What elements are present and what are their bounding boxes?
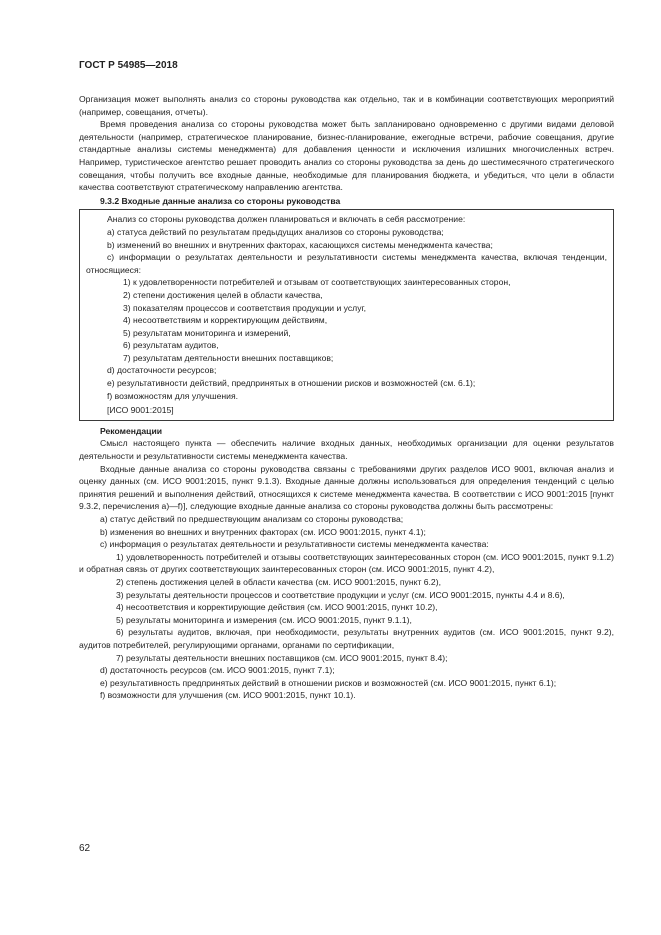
quote-item-a: a) статуса действий по результатам предыдущих анализов со стороны руководства; <box>107 226 444 237</box>
quote-lead: Анализ со стороны руководства должен планироваться и включать в себя рассмотрение: <box>107 214 466 225</box>
standard-quote-box <box>79 209 614 421</box>
rec-subitem-2: 2) степень достижения целей в области качества (см. ИСО 9001:2015, пункт 6.2), <box>116 576 441 587</box>
section-heading: 9.3.2 Входные данные анализа со стороны руководства <box>100 195 341 206</box>
quote-item-d: d) достаточности ресурсов; <box>107 365 217 376</box>
rec-item-e: e) результативность предпринятых действий в отношении рисков и возможностей (см. ИСО 9001:2015, пункт 6.1); <box>100 677 557 688</box>
rec-subitem-7: 7) результаты деятельности внешних поставщиков (см. ИСО 9001:2015, пункт 8.4); <box>116 652 448 663</box>
quote-item-f: f) возможностям для улучшения. <box>107 390 239 401</box>
quote-subitem-4: 4) несоответствиям и корректирующим действиям, <box>123 315 328 326</box>
document-body <box>79 93 614 702</box>
rec-item-a: a) статус действий по предшествующим анализам со стороны руководства; <box>100 514 404 524</box>
quote-subitem-3: 3) показателям процессов и соответствия продукции и услуг, <box>123 302 366 313</box>
rec-subitem-5: 5) результаты мониторинга и измерения (см. ИСО 9001:2015, пункт 9.1.1), <box>116 614 412 625</box>
quote-subitem-6: 6) результатам аудитов, <box>123 340 219 351</box>
page-number: 62 <box>79 843 91 854</box>
quote-subitem-2: 2) степени достижения целей в области качества, <box>123 289 323 300</box>
quote-item-e: e) результативности действий, предпринятых в отношении рисков и возможностей (см. 6.1); <box>107 378 476 389</box>
quote-item-b: b) изменений во внешних и внутренних факторах, касающихся системы менеджмента качества; <box>107 239 493 250</box>
rec-subitem-6: 6) результаты аудитов, включая, при необходимости, результаты внутренних аудитов (см. ИСО 9001:2015, пункт 9.2), аудитов потребителей, регулирующими органами, органами по сертификации, <box>79 627 614 650</box>
recommendations-heading: Рекомендации <box>100 425 163 436</box>
intro-paragraph-2: Время проведения анализа со стороны руководства может быть запланировано одновременно с другими видами деловой деятельности (например, стратегическое планирование, бизнес-планирование, ежегодные встречи, рабочие совещания, другие стандартные анализы системы менеджмента) для добавления ценности и исключения излишних многочисленных встреч. Например, туристическое агентство решает проводить анализ со стороны руководства за день до шестимесячного стратегического совещания, чтобы получить все входные данные, необходимые для планирования бюджета, и убедиться, что цели в области качества соответствуют стратегическому направлению агентства. <box>79 119 614 193</box>
rec-paragraph-1: Смысл настоящего пункта — обеспечить наличие входных данных, необходимых организации для оценки результатов деятельности и результативности системы менеджмента качества. <box>79 438 614 462</box>
rec-subitem-3: 3) результаты деятельности процессов и соответствие продукции и услуг (см. ИСО 9001:2015, пункты 4.4 и 8.6), <box>116 589 565 600</box>
rec-item-c: c) информация о результатах деятельности и результативности системы менеджмента качества: <box>100 539 489 550</box>
rec-item-b: b) изменения во внешних и внутренних факторах (см. ИСО 9001:2015, пункт 4.1); <box>100 526 426 537</box>
quote-source: [ИСО 9001:2015] <box>107 405 174 416</box>
rec-subitem-4: 4) несоответствия и корректирующие действия (см. ИСО 9001:2015, пункт 10.2), <box>116 602 438 613</box>
rec-paragraph-2: Входные данные анализа со стороны руководства связаны с требованиями других разделов ИСО 9001, включая анализ и оценку данных (см. ИСО 9001:2015, пункт 9.1.3). Входные данные должны использоваться для определения тенденций с целью принятия решений и выполнения действий, относящихся к системе менеджмента качества. В соответствии с ИСО 9001:2015 [пункт 9.3.2, перечисления a)—f)], следующие входные данные анализа со стороны руководства должны быть рассмотрены: <box>79 463 614 512</box>
rec-item-f: f) возможности для улучшения (см. ИСО 9001:2015, пункт 10.1). <box>100 690 356 701</box>
intro-paragraph-1: Организация может выполнять анализ со стороны руководства как отдельно, так и в комбинации соответствующих мероприятий (например, совещания, отчеты). <box>79 94 614 117</box>
rec-subitem-1: 1) удовлетворенность потребителей и отзывы соответствующих заинтересованных сторон (см. ИСО 9001:2015, пункт 9.1.2) и обратная связь от других соответствующих заинтересованных сторон (см. ИСО 9001:2015, пункт 4.2), <box>79 551 614 575</box>
quote-subitem-1: 1) к удовлетворенности потребителей и отзывам от соответствующих заинтересованных сторон, <box>123 277 511 288</box>
quote-subitem-5: 5) результатам мониторинга и измерений, <box>123 327 291 338</box>
document-header: ГОСТ Р 54985—2018 <box>79 60 178 71</box>
rec-item-d: d) достаточность ресурсов (см. ИСО 9001:2015, пункт 7.1); <box>100 665 335 676</box>
quote-subitem-7: 7) результатам деятельности внешних поставщиков; <box>123 352 334 363</box>
quote-item-c: c) информации о результатах деятельности и результативности системы менеджмента качества, включая тенденции, относящиеся: <box>86 252 607 275</box>
